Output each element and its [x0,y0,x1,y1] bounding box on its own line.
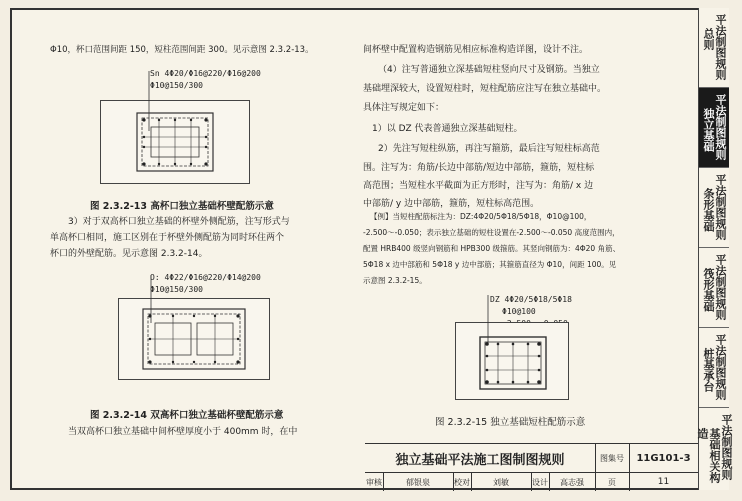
fig13-annotation-2: Φ10@150/300 [150,81,203,90]
page-number: 11 [657,477,670,487]
tab-strip-main: 平法制图规则 [714,174,727,240]
right-line-9: 中部筋/ y 边中部筋，箍筋，短柱标高范围。 [363,199,540,209]
fig15-annotation-2: Φ10@100 [502,307,536,316]
right-line-7: 围。注写为：角筋/长边中部筋/短边中部筋，箍筋，短柱标 [363,163,595,173]
design-label: 设计 [531,473,550,491]
fig15-caption: 图 2.3.2-15 独立基础短柱配筋示意 [435,417,586,428]
check-name: 刘敏 [471,473,532,491]
atlas-label: 图集号 [595,444,630,472]
tab-related-main: 平法制图规则 [720,414,733,480]
fig14-drawing [118,298,270,380]
tab-raft-sub: 筏形基础 [702,268,715,312]
fig14-annotation-2: Φ10@150/300 [150,285,203,294]
left-last-line: 当双高杯口独立基础中间杯壁厚度小于 400mm 时，在中 [68,427,298,437]
tab-pile-main: 平法制图规则 [714,334,727,400]
fig14-annotation-1: O: 4Φ22/Φ16@220/Φ14@200 [150,273,261,282]
fig13-drawing [100,100,250,184]
tab-isolated-sub: 独立基础 [702,108,715,152]
title-block [365,443,698,490]
example-line-3: 配置 HRB400 级竖向钢筋和 HPB300 级箍筋。其竖向钢筋为：4Φ20 角筋、 [363,244,621,253]
right-line-3: 基础埋深较大，设置短柱时，短柱配筋应注写在独立基础中。 [363,84,607,94]
right-line-5: 1）以 DZ 代表普通独立深基础短柱。 [372,124,523,134]
tab-pile-cap[interactable] [699,328,729,408]
tab-strip-sub: 条形基础 [702,188,715,232]
example-line-5: 示意图 2.3.2-15。 [363,276,427,285]
check-label: 校对 [453,473,472,491]
example-line-2: -2.500～-0.050；表示独立基础的短柱设置在-2.500～-0.050 高度范围内， [363,228,620,237]
right-line-1: 间杯壁中配置构造钢筋见相应标准构造详图，设计不注。 [363,45,589,55]
design-name: 高志强 [549,473,596,491]
para3-line-2: 单高杯口相同，施工区别在于杯壁外侧配筋为同时环住两个 [50,233,285,243]
atlas-number: 11G101-3 [636,452,691,464]
page-label: 页 [595,473,630,491]
fig15-annotation-1: DZ 4Φ20/5Φ18/5Φ18 [490,295,572,304]
tab-related-structures[interactable] [696,408,733,490]
tab-general-main: 平法制图规则 [714,14,727,80]
intro-line: Φ10，杯口范围间距 150，短柱范围间距 300。见示意图 2.3.2-13。 [50,45,314,55]
review-label: 审核 [365,473,384,491]
fig15-drawing [455,322,569,400]
tab-pile-sub: 桩基承台 [702,348,715,392]
para3-line-1: 3）对于双高杯口独立基础的杯壁外侧配筋，注写形式与 [68,217,290,227]
fig13-caption: 图 2.3.2-13 高杯口独立基础杯壁配筋示意 [90,201,274,212]
right-line-8: 高范围；当短柱水平截面为正方形时，注写为：角筋/ x 边 [363,181,594,191]
title-block-signature-row [365,472,698,491]
tab-related-sub: 基础相关构造 [696,428,721,483]
tab-strip-foundation[interactable] [699,168,729,248]
drawing-title: 独立基础平法施工图制图规则 [365,444,596,472]
tab-raft-main: 平法制图规则 [714,254,727,320]
tab-isolated-main: 平法制图规则 [714,94,727,160]
tab-raft-foundation[interactable] [699,248,729,328]
section-tabs [696,8,733,490]
example-line-4: 5Φ18 x 边中部筋和 5Φ18 y 边中部筋；其箍筋直径为 Φ10，间距 100。见 [363,260,617,269]
tab-isolated-foundation[interactable] [699,88,729,168]
right-line-6: 2）先注写短柱纵筋，再注写箍筋，最后注写短柱标高范 [378,144,600,154]
tab-general[interactable] [699,8,729,88]
example-line-1: 【例】当短柱配筋标注为：DZ:4Φ20/5Φ18/5Φ18，Φ10@100， [370,212,592,221]
para3-line-3: 杯口的外壁配筋。见示意图 2.3.2-14。 [50,249,208,259]
fig13-annotation-1: Sn 4Φ20/Φ16@220/Φ16@200 [150,69,261,78]
right-line-4: 具体注写规定如下： [363,103,445,113]
right-line-2: （4）注写普通独立深基础短柱竖向尺寸及钢筋。当独立 [378,65,600,75]
tab-general-sub: 总则 [702,28,715,50]
review-name: 郁银泉 [383,473,454,491]
fig14-caption: 图 2.3.2-14 双高杯口独立基础杯壁配筋示意 [90,410,284,421]
